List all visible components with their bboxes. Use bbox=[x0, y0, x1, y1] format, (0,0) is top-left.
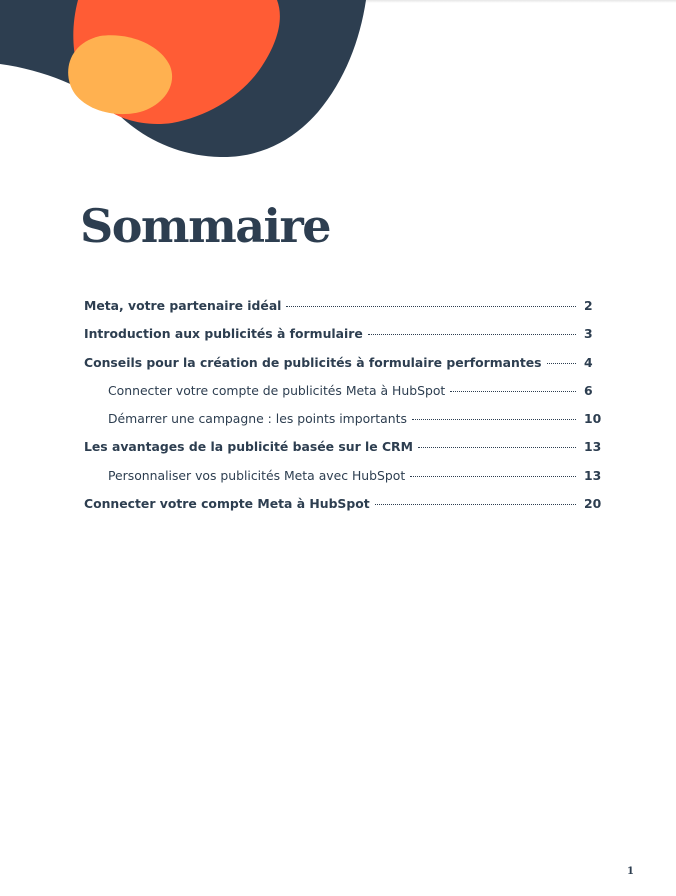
toc-entry[interactable] bbox=[84, 349, 600, 377]
toc-dot-leader bbox=[410, 476, 576, 477]
toc-dot-leader bbox=[450, 391, 576, 392]
toc-dot-leader bbox=[418, 447, 576, 448]
page-number: 1 bbox=[627, 866, 634, 877]
toc-entry-label: Connecter votre compte Meta à HubSpot bbox=[84, 496, 370, 512]
toc-dot-leader bbox=[286, 306, 576, 307]
toc-entry-label: Les avantages de la publicité basée sur le CRM bbox=[84, 439, 413, 455]
toc-subentry[interactable] bbox=[84, 462, 600, 490]
decorative-blobs bbox=[0, 0, 380, 170]
toc-entry-label: Meta, votre partenaire idéal bbox=[84, 298, 282, 313]
toc-subentry-label: Connecter votre compte de publicités Meta à HubSpot bbox=[108, 382, 446, 398]
toc-subentry[interactable] bbox=[84, 377, 600, 405]
toc-subentry-label: Personnaliser vos publicités Meta avec HubSpot bbox=[108, 467, 406, 483]
toc-entry[interactable] bbox=[84, 433, 600, 461]
toc-entry[interactable] bbox=[84, 490, 600, 518]
toc-subentry-page: 6 bbox=[584, 382, 593, 398]
toc-dot-leader bbox=[412, 419, 576, 420]
toc-entry-page: 2 bbox=[584, 298, 593, 313]
toc-subentry-label: Démarrer une campagne : les points importants bbox=[108, 411, 407, 427]
toc-entry-label: Conseils pour la création de publicités à formulaire performantes bbox=[84, 354, 542, 370]
toc-dot-leader bbox=[368, 334, 576, 335]
toc-entry-page: 13 bbox=[584, 439, 602, 455]
table-of-contents bbox=[84, 292, 600, 518]
page-title: Sommaire bbox=[80, 199, 331, 253]
toc-entry[interactable] bbox=[84, 320, 600, 348]
toc-subentry[interactable] bbox=[84, 405, 600, 433]
toc-entry-label: Introduction aux publicités à formulaire bbox=[84, 326, 363, 342]
toc-entry-page: 4 bbox=[584, 354, 593, 370]
toc-subentry-page: 10 bbox=[584, 411, 602, 427]
toc-entry-page: 20 bbox=[584, 496, 602, 512]
toc-dot-leader bbox=[547, 363, 576, 364]
toc-entry[interactable] bbox=[84, 292, 600, 320]
toc-entry-page: 3 bbox=[584, 326, 593, 342]
toc-dot-leader bbox=[375, 504, 576, 505]
toc-subentry-page: 13 bbox=[584, 467, 602, 483]
